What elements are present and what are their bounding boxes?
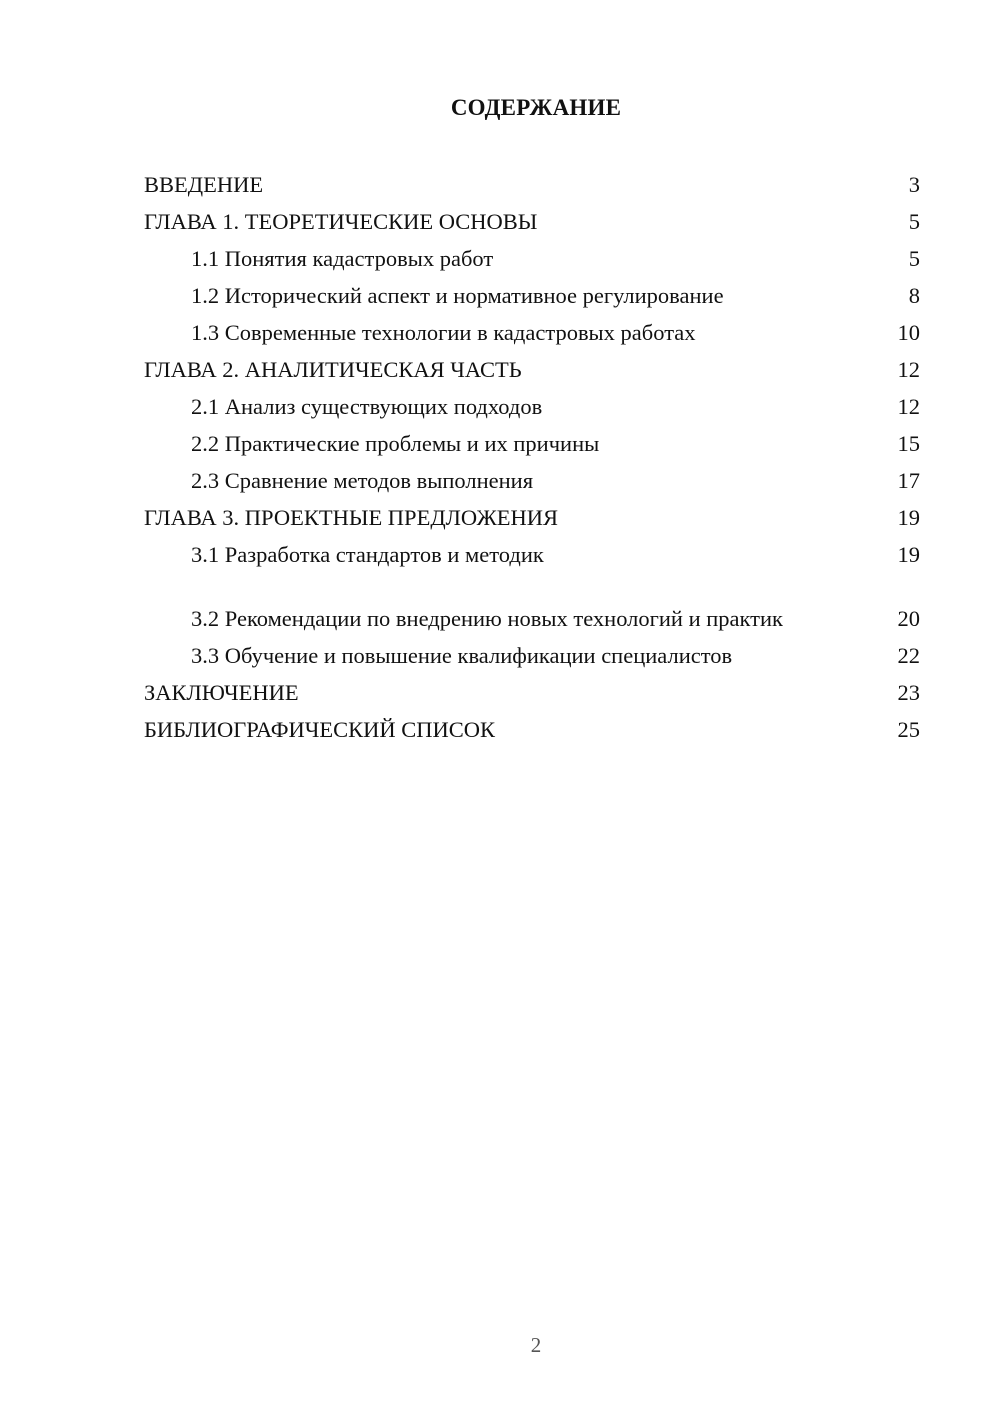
toc-entry-title: 1.2 Исторический аспект и нормативное регулирование (191, 283, 724, 308)
toc-entry-page: 10 (897, 320, 920, 345)
toc-entry-section-2-3[interactable] (144, 462, 920, 499)
toc-entry-page: 15 (897, 431, 920, 456)
toc-entry-title: БИБЛИОГРАФИЧЕСКИЙ СПИСОК (144, 717, 496, 742)
toc-entry-title: 1.1 Понятия кадастровых работ (191, 246, 494, 271)
toc-entry-section-3-2[interactable] (144, 573, 920, 637)
toc-entry-title: ЗАКЛЮЧЕНИЕ (144, 680, 299, 705)
toc-entry-page: 5 (908, 209, 920, 234)
toc-entry-page: 25 (897, 717, 920, 742)
toc-entry-title: 3.2 Рекомендации по внедрению новых технологий и практик (191, 606, 783, 631)
toc-entry-section-2-1[interactable] (144, 388, 920, 425)
toc-entry-introduction[interactable] (144, 166, 920, 203)
toc-entry-section-1-3[interactable] (144, 314, 920, 351)
toc-entry-page: 19 (897, 505, 920, 530)
toc-entry-title: 2.3 Сравнение методов выполнения (191, 468, 534, 493)
toc-entry-chapter-3[interactable] (144, 499, 920, 536)
toc-entry-page: 12 (897, 394, 920, 419)
toc-entry-page: 12 (897, 357, 920, 382)
toc-entry-page: 17 (897, 468, 920, 493)
toc-entry-page: 23 (897, 680, 920, 705)
toc-entry-chapter-1[interactable] (144, 203, 920, 240)
toc-entry-title: 1.3 Современные технологии в кадастровых работах (191, 320, 696, 345)
toc-entry-chapter-2[interactable] (144, 351, 920, 388)
toc-entry-title: ГЛАВА 3. ПРОЕКТНЫЕ ПРЕДЛОЖЕНИЯ (144, 505, 559, 530)
toc-entry-section-1-1[interactable] (144, 240, 920, 277)
toc-entry-title: ГЛАВА 1. ТЕОРЕТИЧЕСКИЕ ОСНОВЫ (144, 209, 538, 234)
toc-entry-section-2-2[interactable] (144, 425, 920, 462)
toc-entry-page: 3 (908, 172, 920, 197)
toc-entry-title: 3.3 Обучение и повышение квалификации специалистов (191, 643, 733, 668)
toc-entry-title: ВВЕДЕНИЕ (144, 172, 264, 197)
page-title: СОДЕРЖАНИЕ (450, 95, 622, 120)
toc-entry-conclusion[interactable] (144, 674, 920, 711)
toc-entry-page: 19 (897, 542, 920, 567)
page-number: 2 (530, 1333, 542, 1357)
toc-entry-title: ГЛАВА 2. АНАЛИТИЧЕСКАЯ ЧАСТЬ (144, 357, 522, 382)
table-of-contents (144, 166, 920, 748)
toc-entry-section-3-1[interactable] (144, 536, 920, 573)
toc-entry-title: 2.1 Анализ существующих подходов (191, 394, 543, 419)
toc-entry-title: 2.2 Практические проблемы и их причины (191, 431, 600, 456)
toc-entry-page: 22 (897, 643, 920, 668)
toc-entry-title: 3.1 Разработка стандартов и методик (191, 542, 544, 567)
toc-entry-section-1-2[interactable] (144, 277, 920, 314)
toc-entry-page: 20 (897, 606, 920, 631)
toc-entry-page: 5 (908, 246, 920, 271)
toc-entry-section-3-3[interactable] (144, 637, 920, 674)
toc-entry-bibliography[interactable] (144, 711, 920, 748)
toc-entry-page: 8 (908, 283, 920, 308)
